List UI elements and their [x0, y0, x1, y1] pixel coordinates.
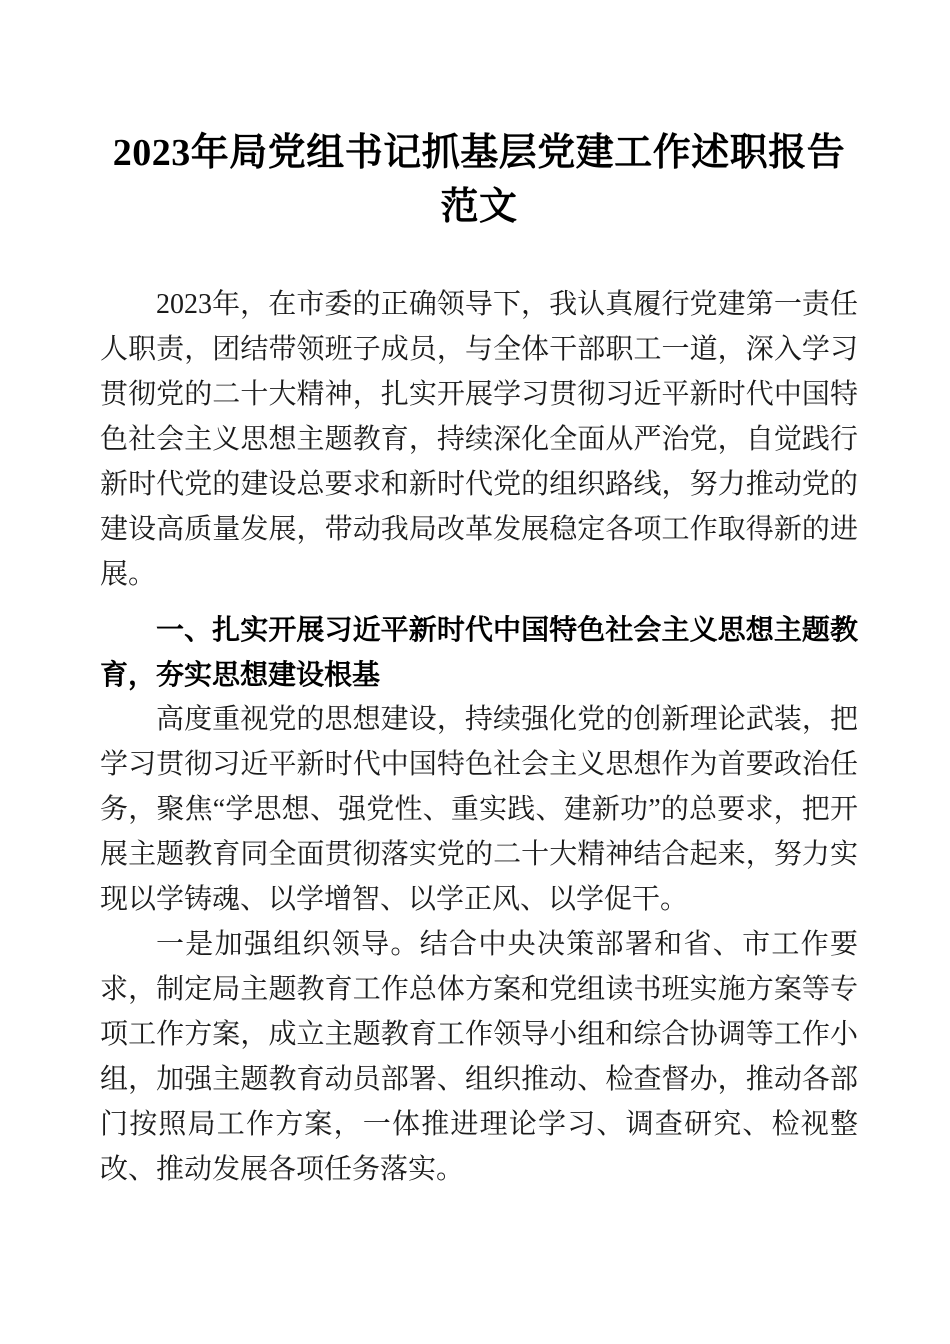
section-1-paragraph-2: 一是加强组织领导。结合中央决策部署和省、市工作要求，制定局主题教育工作总体方案和党组读书班实施方案等专项工作方案，成立主题教育工作领导小组和综合协调等工作小组，加强主题教育动员部署、组织推动、检查督办，推动各部门按照局工作方案，一体推进理论学习、调查研究、检视整改、推动发展各项任务落实。	[100, 929, 858, 1185]
intro-paragraph: 2023年，在市委的正确领导下，我认真履行党建第一责任人职责，团结带领班子成员，与全体干部职工一道，深入学习贯彻党的二十大精神，扎实开展学习贯彻习近平新时代中国特色社会主义思想主题教育，持续深化全面从严治党，自觉践行新时代党的建设总要求和新时代党的组织路线，努力推动党的建设高质量发展，带动我局改革发展稳定各项工作取得新的进展。	[100, 289, 858, 590]
title-body-spacer	[100, 234, 858, 282]
heading-top-spacer	[100, 597, 858, 607]
document-text-column	[100, 0, 858, 1192]
page-title: 2023年局党组书记抓基层党建工作述职报告范文	[112, 132, 846, 228]
section-1-paragraph-1: 高度重视党的思想建设，持续强化党的创新理论武装，把学习贯彻习近平新时代中国特色社会主义思想作为首要政治任务，聚焦“学思想、强党性、重实践、建新功”的总要求，把开展主题教育同全面贯彻落实党的二十大精神结合起来，努力实现以学铸魂、以学增智、以学正风、以学促干。	[100, 704, 858, 915]
section-heading-1: 一、扎实开展习近平新时代中国特色社会主义思想主题教育，夯实思想建设根基	[100, 614, 858, 690]
